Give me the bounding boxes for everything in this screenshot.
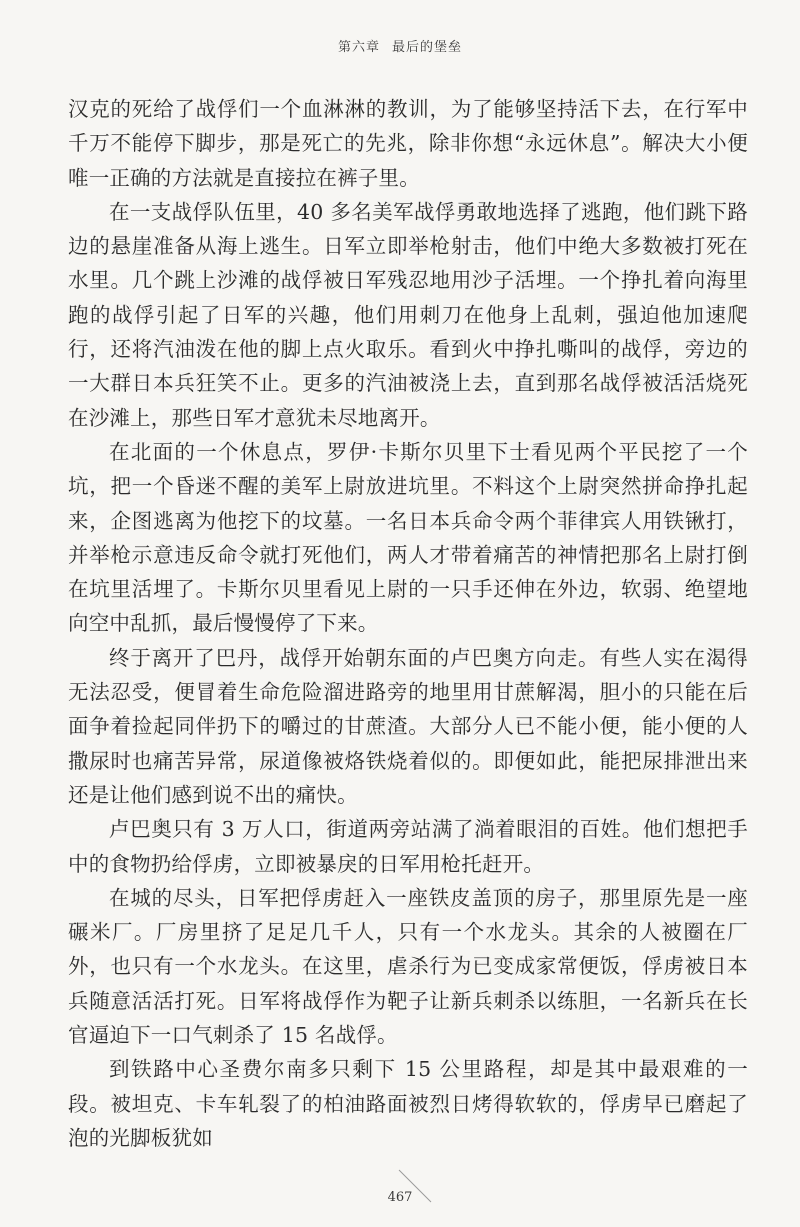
paragraph: 在一支战俘队伍里，40 多名美军战俘勇敢地选择了逃跑，他们跳下路边的悬崖准备从海上逃生。日军立即举枪射击，他们中绝大多数被打死在水里。几个跳上沙滩的战俘被日军残忍地用沙子活埋。一个挣扎着向海里跑的战俘引起了日军的兴趣，他们用刺刀在他身上乱刺，强迫他加速爬行，还将汽油泼在他的脚上点火取乐。看到火中挣扎嘶叫的战俘，旁边的一大群日本兵狂笑不止。更多的汽油被浇上去，直到那名战俘被活活烧死在沙滩上，那些日军才意犹未尽地离开。 [68,199,748,430]
body-text [68,92,748,1155]
paragraph: 终于离开了巴丹，战俘开始朝东面的卢巴奥方向走。有些人实在渴得无法忍受，便冒着生命危险溜进路旁的地里用甘蔗解渴，胆小的只能在后面争着捡起同伴扔下的嚼过的甘蔗渣。大部分人已不能小便，能小便的人撒尿时也痛苦异常，尿道像被烙铁烧着似的。即便如此，能把尿排泄出来还是让他们感到说不出的痛快。 [68,645,748,807]
paragraph: 在北面的一个休息点，罗伊·卡斯尔贝里下士看见两个平民挖了一个坑，把一个昏迷不醒的美军上尉放进坑里。不料这个上尉突然拼命挣扎起来，企图逃离为他挖下的坟墓。一名日本兵命令两个菲律宾人用铁锹打，并举枪示意违反命令就打死他们，两人才带着痛苦的神情把那名上尉打倒在坑里活埋了。卡斯尔贝里看见上尉的一只手还伸在外边，软弱、绝望地向空中乱抓，最后慢慢停了下来。 [68,439,748,636]
paragraph-continues: 到铁路中心圣费尔南多只剩下 15 公里路程，却是其中最艰难的一段。被坦克、卡车轧裂了的柏油路面被烈日烤得软软的，俘虏早已磨起了泡的光脚板犹如 [68,1057,748,1150]
running-header [0,36,800,55]
paragraph-continued: 汉克的死给了战俘们一个血淋淋的教训，为了能够坚持活下去，在行军中千万不能停下脚步，那是死亡的先兆，除非你想“永远休息”。解决大小便唯一正确的方法就是直接拉在裤子里。 [68,97,748,190]
paragraph: 卢巴奥只有 3 万人口，街道两旁站满了淌着眼泪的百姓。他们想把手中的食物扔给俘虏，立即被暴戾的日军用枪托赶开。 [68,817,748,876]
chapter-title: 最后的堡垒 [392,40,463,55]
paragraph: 在城的尽头，日军把俘虏赶入一座铁皮盖顶的房子，那里原先是一座碾米厂。厂房里挤了足足几千人，只有一个水龙头。其余的人被圈在厂外，也只有一个水龙头。在这里，虐杀行为已变成家常便饭，俘虏被日本兵随意活活打死。日军将战俘作为靶子让新兵刺杀以练胆，一名新兵在长官逼迫下一口气刺杀了 15 名战俘。 [68,885,748,1048]
page-number: 467 [387,1190,413,1205]
chapter-label: 第六章 [337,40,380,55]
